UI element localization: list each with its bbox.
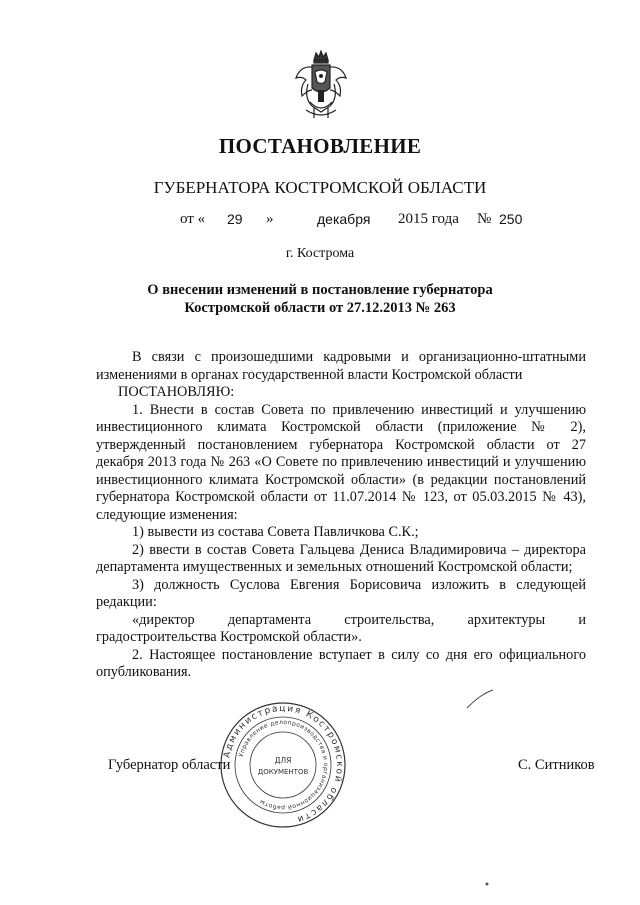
number-sign: № xyxy=(477,211,492,227)
official-seal-stamp xyxy=(218,700,348,830)
document-body xyxy=(96,349,586,682)
seal-outer-text: Администрация Костромской области xyxy=(222,703,345,825)
subitem-3-new-text: «директор департамента строительства, архитектуры и градостроительства Костромской области». xyxy=(96,611,586,645)
handwritten-mark xyxy=(465,688,495,710)
signatory-position: Губернатор области xyxy=(108,757,231,773)
intro-paragraph: В связи с произошедшими кадровыми и организационно-штатными изменениями в органах государственной власти Костромской области xyxy=(96,349,586,383)
document-number: 250 xyxy=(499,211,523,227)
subject-line-2: Костромской области от 27.12.2013 № 263 xyxy=(184,300,456,316)
seal-center-line-1: ДЛЯ xyxy=(274,756,292,765)
date-year: 2015 года xyxy=(398,211,459,227)
city-line: г. Кострома xyxy=(285,246,355,261)
date-prefix: от « xyxy=(180,211,206,227)
seal-inner-text: Управление делопроизводства и организационной работы xyxy=(237,718,330,812)
subitem-2: 2) ввести в состав Совета Гальцева Дениса Владимировича – директора департамента имущественных и земельных отношений Костромской области; xyxy=(96,541,586,575)
date-close-quote: » xyxy=(266,211,274,227)
subitem-3: 3) должность Суслова Евгения Борисовича изложить в следующей редакции: xyxy=(96,576,586,610)
item-1-paragraph: 1. Внести в состав Совета по привлечению инвестиций и улучшению инвестиционного климата Костромской области (приложение № 2), утвержденный постановлением губернатора Костромской области от 27 декабря 2013 года № 263 «О Совете по привлечению инвестиций и улучшению инвестиционного климата Костромской области» (в редакции постановлений губернатора Костромской области от 11.07.2014 № 123, от 05.03.2015 № 43), следующие изменения: xyxy=(96,401,586,523)
document-title: ПОСТАНОВЛЕНИЕ xyxy=(218,134,422,158)
issuer-subtitle: ГУБЕРНАТОРА КОСТРОМСКОЙ ОБЛАСТИ xyxy=(153,178,487,197)
ink-dot xyxy=(484,881,490,887)
coat-of-arms-emblem xyxy=(292,50,350,120)
subitem-1: 1) вывести из состава Совета Павличкова С.К.; xyxy=(132,524,419,540)
date-month: декабря xyxy=(317,211,371,227)
subject-line-1: О внесении изменений в постановление губернатора xyxy=(147,282,493,298)
seal-center-line-2: ДОКУМЕНТОВ xyxy=(257,768,309,776)
document-subject xyxy=(120,281,520,317)
signatory-name: С. Ситников xyxy=(518,757,595,773)
decree-word: ПОСТАНОВЛЯЮ: xyxy=(118,384,235,400)
date-day: 29 xyxy=(227,211,243,227)
item-2-paragraph: 2. Настоящее постановление вступает в силу со дня его официального опубликования. xyxy=(96,646,586,680)
